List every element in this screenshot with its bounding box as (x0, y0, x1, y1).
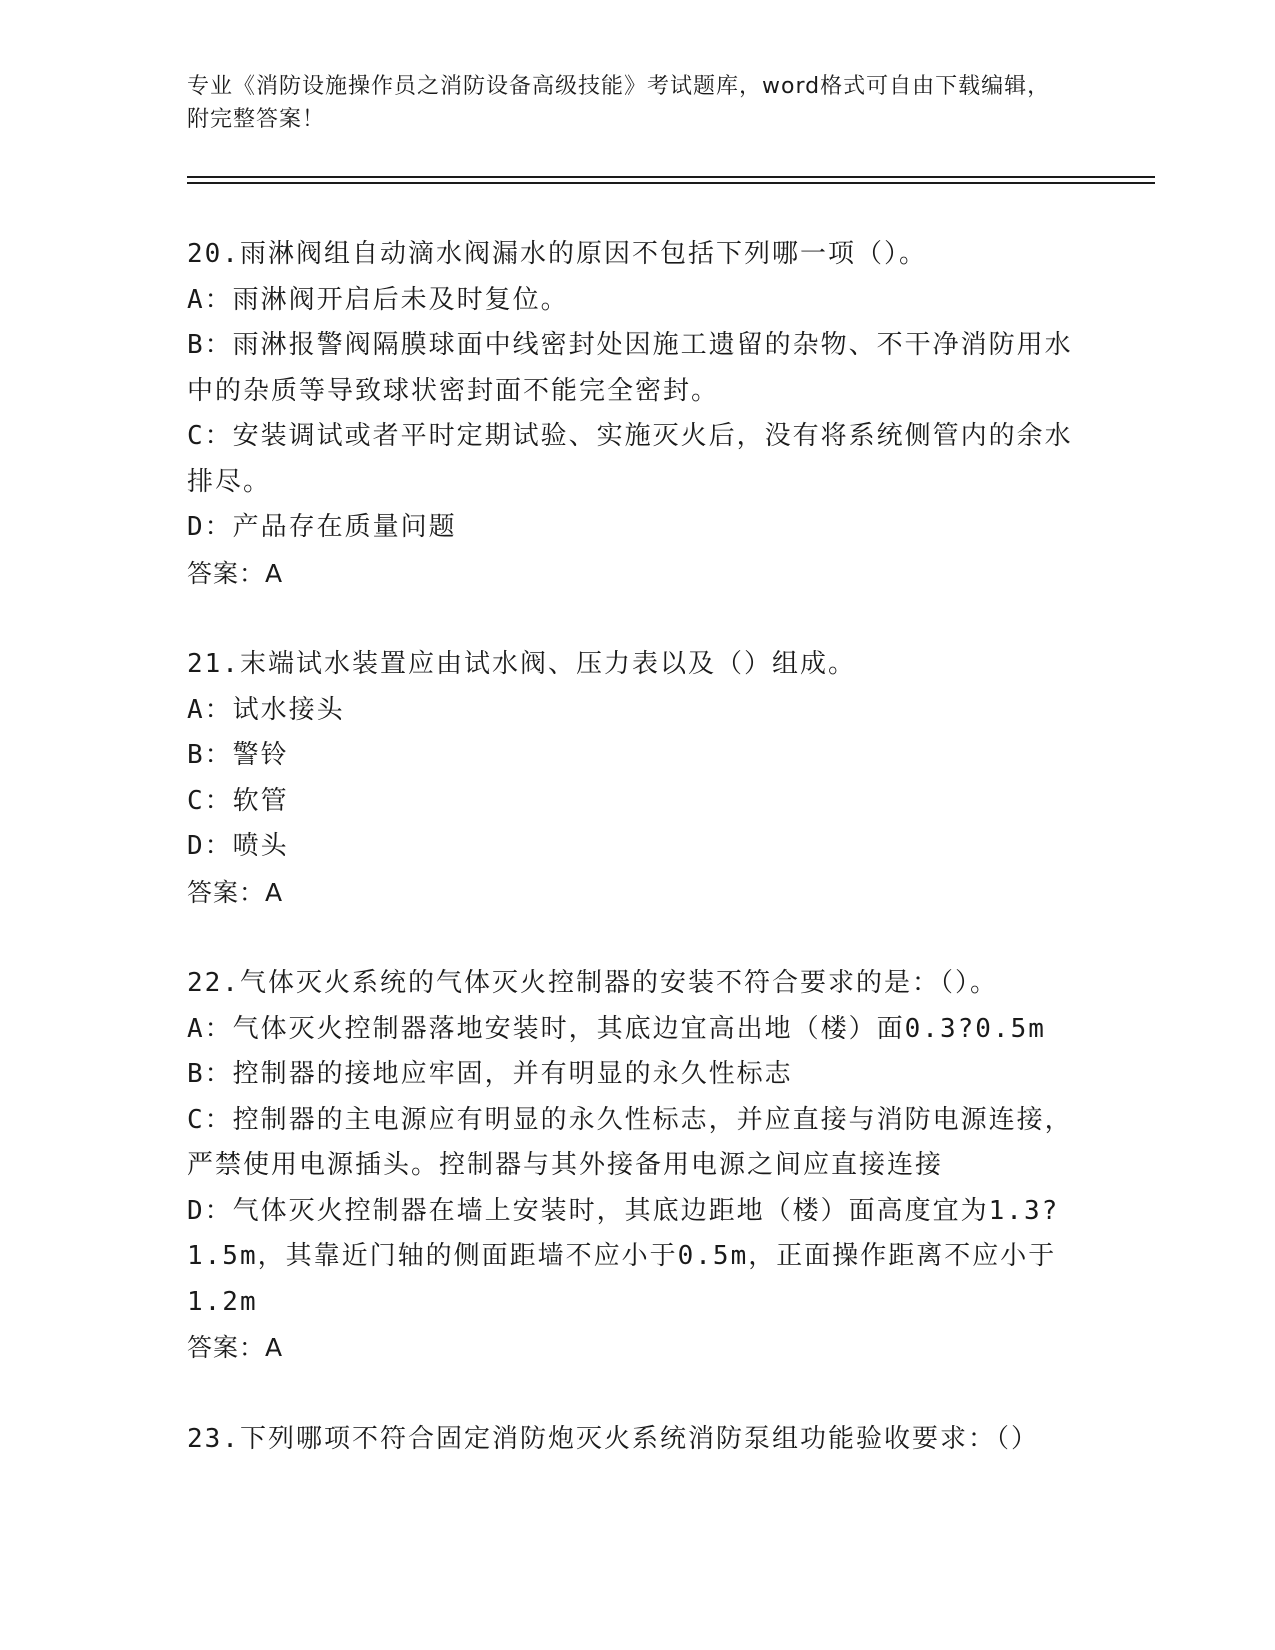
option-c: C：控制器的主电源应有明显的永久性标志，并应直接与消防电源连接，严禁使用电源插头。控制器与其外接备用电源之间应直接连接 (187, 1104, 1073, 1180)
option-d: D：气体灭火控制器在墙上安装时，其底边距地（楼）面高度宜为1.3?1.5m，其靠近门轴的侧面距墙不应小于0.5m，正面操作距离不应小于1.2m (187, 1195, 1060, 1317)
question-20 (187, 232, 1077, 596)
option-d: D：喷头 (187, 831, 289, 861)
question-stem: 23.下列哪项不符合固定消防炮灭火系统消防泵组功能验收要求：（） (187, 1423, 1039, 1454)
option-d: D：产品存在质量问题 (187, 512, 457, 542)
document-header: 专业《消防设施操作员之消防设备高级技能》考试题库，word格式可自由下载编辑，附完整答案！ (187, 74, 1051, 132)
option-c: C：软管 (187, 785, 289, 816)
option-b: B：雨淋报警阀隔膜球面中线密封处因施工遗留的杂物、不干净消防用水中的杂质等导致球状密封面不能完全密封。 (187, 330, 1073, 406)
question-21 (187, 642, 1077, 915)
question-stem: 22.气体灭火系统的气体灭火控制器的安装不符合要求的是：（）。 (187, 968, 998, 998)
question-list (187, 232, 1077, 1508)
question-stem: 21.末端试水装置应由试水阀、压力表以及（）组成。 (187, 649, 856, 679)
option-c: C：安装调试或者平时定期试验、实施灭火后，没有将系统侧管内的余水排尽。 (187, 421, 1073, 497)
question-23 (187, 1417, 1077, 1463)
answer: 答案：A (187, 1333, 284, 1362)
question-22 (187, 961, 1077, 1371)
option-b: B：警铃 (187, 740, 289, 770)
header-divider-top (187, 176, 1155, 178)
option-a: A：试水接头 (187, 694, 345, 725)
option-b: B：控制器的接地应牢固，并有明显的永久性标志 (187, 1059, 793, 1089)
option-a: A：气体灭火控制器落地安装时，其底边宜高出地（楼）面0.3?0.5m (187, 1013, 1046, 1044)
option-a: A：雨淋阀开启后未及时复位。 (187, 284, 569, 315)
answer: 答案：A (187, 558, 284, 588)
answer: 答案：A (187, 877, 284, 907)
header-divider-bottom (187, 182, 1155, 184)
question-stem: 20.雨淋阀组自动滴水阀漏水的原因不包括下列哪一项（）。 (187, 239, 927, 269)
